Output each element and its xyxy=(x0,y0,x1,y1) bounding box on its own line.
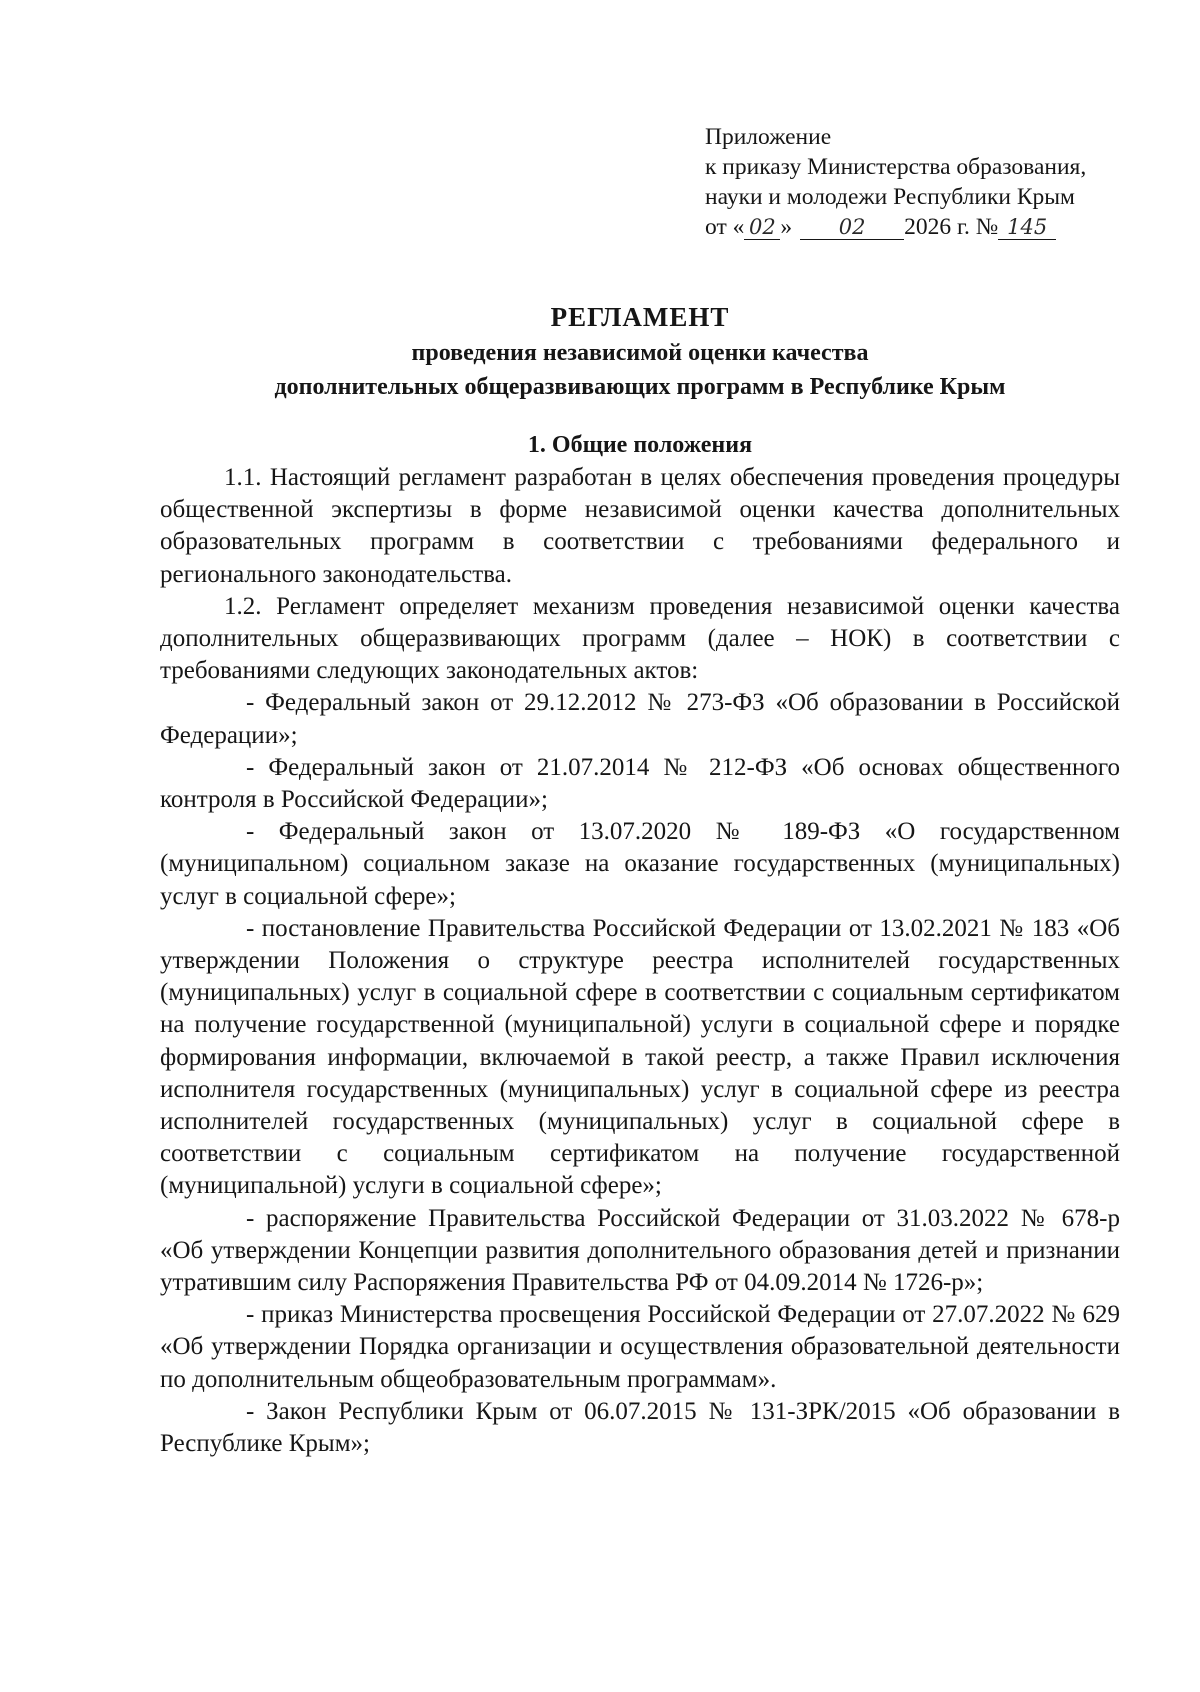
law-item: - Федеральный закон от 29.12.2012 № 273-ФЗ «Об образовании в Российской Федерации»; xyxy=(160,689,1120,749)
date-month-handwritten: 02 xyxy=(800,215,904,240)
annex-line-1: Приложение xyxy=(705,124,832,150)
law-item: - Федеральный закон от 13.07.2020 № 189-ФЗ «О государственном (муниципальном) социальном заказе на оказание государственных (муниципальных) услуг в социальной сфере»; xyxy=(160,818,1120,910)
document-title: РЕГЛАМЕНТ xyxy=(550,302,730,332)
section-heading: 1. Общие положения xyxy=(527,432,753,458)
law-item: - Федеральный закон от 21.07.2014 № 212-ФЗ «Об основах общественного контроля в Российской Федерации»; xyxy=(160,753,1120,814)
subtitle-line-1: проведения независимой оценки качества xyxy=(411,340,869,366)
date-day-handwritten: 02 xyxy=(744,215,780,240)
law-item: - постановление Правительства Российской Федерации от 13.02.2021 № 183 «Об утверждении Положения о структуре реестра исполнителей государственных (муниципальных) услуг в социальной сфере в соответствии с социальным сертификатом на получение государственной (муниципальной) услуги в социальной сфере и порядке формирования информации, включаемой в такой реестр, а также Правил исключения исполнителя государственных (муниципальных) услуг в социальной сфере из реестра исполнителей государственных (муниципальных) услуг в социальной сфере в соответствии с социальным сертификатом на получение государственной (муниципальной) услуги в социальной сфере»; xyxy=(160,914,1120,1200)
annex-block xyxy=(705,122,1125,242)
law-item: - Закон Республики Крым от 06.07.2015 № 131-ЗРК/2015 «Об образовании в Республике Крым»; xyxy=(160,1397,1120,1458)
annex-line-2: к приказу Министерства образования, xyxy=(705,154,1087,180)
law-item: - распоряжение Правительства Российской Федерации от 31.03.2022 № 678-р «Об утверждении Концепции развития дополнительного образования детей и признании утратившим силу Распоряжения Правительства РФ от 04.09.2014 № 1726-р»; xyxy=(160,1204,1120,1297)
document-subtitle xyxy=(160,336,1120,404)
date-prefix: от « xyxy=(705,214,745,240)
paragraph-1-1: 1.1. Настоящий регламент разработан в целях обеспечения проведения процедуры общественной экспертизы в форме независимой оценки качества дополнительных образовательных программ в соответствии с требованиями федерального и регионального законодательства. xyxy=(160,464,1120,588)
law-item: - приказ Министерства просвещения Российской Федерации от 27.07.2022 № 629 «Об утверждении Порядка организации и осуществления образовательной деятельности по дополнительным общеобразовательным программам». xyxy=(160,1301,1120,1393)
date-day-close: » xyxy=(780,214,793,240)
date-year: 2026 г. № xyxy=(904,214,999,240)
section-body xyxy=(160,462,1120,1460)
subtitle-line-2: дополнительных общеразвивающих программ в Республике Крым xyxy=(274,374,1006,400)
order-number-handwritten: 145 xyxy=(998,215,1056,240)
paragraph-1-2: 1.2. Регламент определяет механизм проведения независимой оценки качества дополнительных общеразвивающих программ (далее – НОК) в соответствии с требованиями следующих законодательных актов: xyxy=(160,592,1120,685)
annex-line-3: науки и молодежи Республики Крым xyxy=(705,184,1075,210)
annex-date-line xyxy=(705,212,1125,242)
